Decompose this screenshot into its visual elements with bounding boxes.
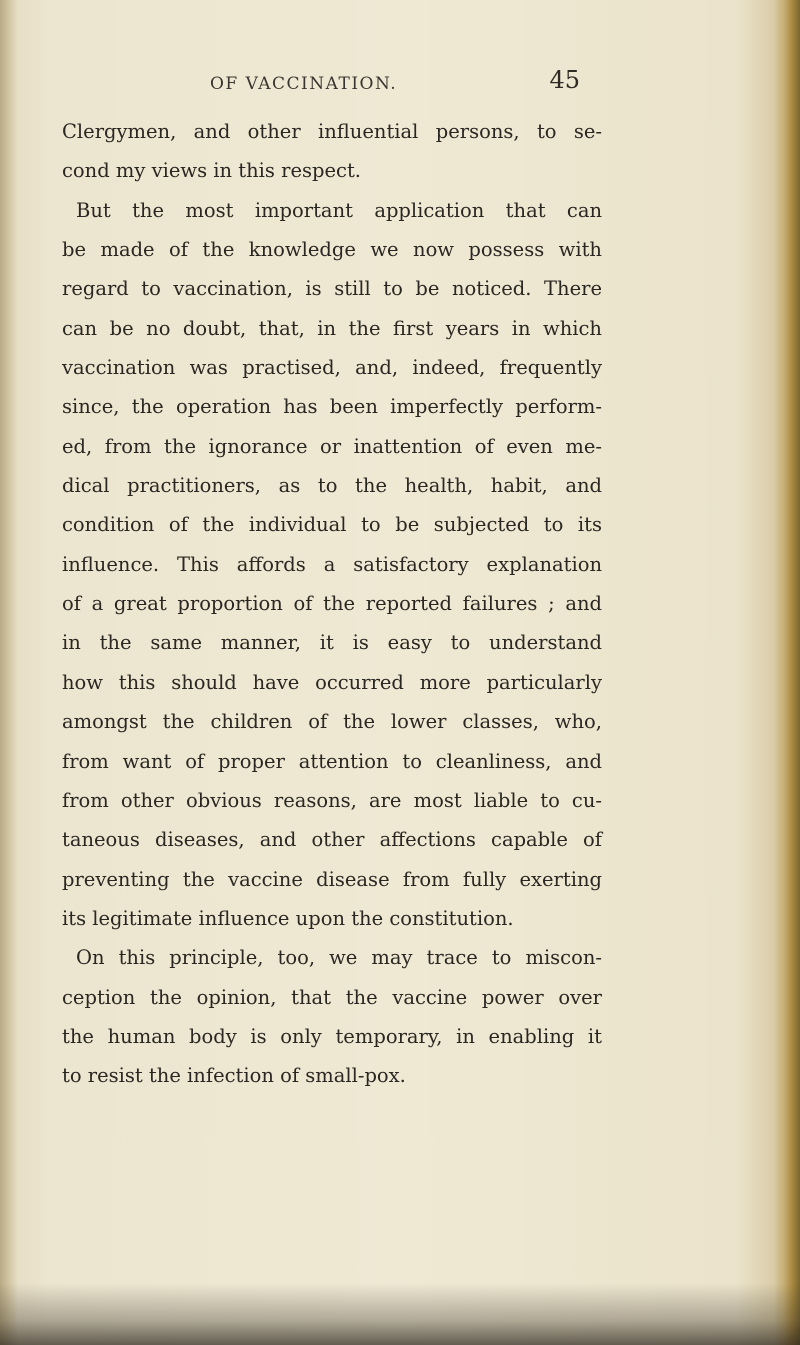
text-line: from other obvious reasons, are most liable to cu- — [62, 788, 602, 812]
text-line: regard to vaccination, is still to be noticed. There — [62, 277, 602, 301]
page-number: 45 — [549, 66, 580, 94]
text-line: of a great proportion of the reported failures ; and — [62, 592, 602, 616]
text-line: the human body is only temporary, in enabling it — [62, 1024, 602, 1048]
text-line: from want of proper attention to cleanliness, and — [62, 749, 602, 773]
text-line: ception the opinion, that the vaccine power over — [62, 985, 602, 1009]
text-line: taneous diseases, and other affections capable of — [62, 828, 602, 852]
text-line: vaccination was practised, and, indeed, frequently — [62, 356, 602, 380]
running-head: OF VACCINATION. — [210, 74, 398, 94]
text-line: to resist the infection of small-pox. — [62, 1064, 406, 1088]
text-line: condition of the individual to be subjected to its — [62, 513, 602, 537]
page-left-edge — [0, 0, 18, 1345]
page-header — [210, 64, 580, 104]
text-line: in the same manner, it is easy to understand — [62, 631, 602, 655]
text-line: its legitimate influence upon the constitution. — [62, 906, 514, 930]
text-line: But the most important application that can — [76, 198, 602, 222]
text-line: how this should have occurred more particularly — [62, 670, 602, 694]
text-line: ed, from the ignorance or inattention of even me- — [62, 434, 602, 458]
text-line: since, the operation has been imperfectly perform- — [62, 395, 602, 419]
text-line: be made of the knowledge we now possess with — [62, 238, 602, 262]
text-line: can be no doubt, that, in the first years in which — [62, 316, 602, 340]
text-line: On this principle, too, we may trace to miscon- — [76, 946, 602, 970]
text-line: dical practitioners, as to the health, habit, and — [62, 474, 602, 498]
text-line: amongst the children of the lower classes, who, — [62, 710, 602, 734]
text-line: preventing the vaccine disease from fully exerting — [62, 867, 602, 891]
body-text — [62, 112, 602, 1096]
page-bottom-shadow — [0, 1283, 800, 1345]
text-line: influence. This affords a satisfactory explanation — [62, 552, 602, 576]
text-line: cond my views in this respect. — [62, 159, 361, 183]
text-line: Clergymen, and other influential persons, to se- — [62, 120, 602, 143]
page-right-edge — [774, 0, 800, 1345]
